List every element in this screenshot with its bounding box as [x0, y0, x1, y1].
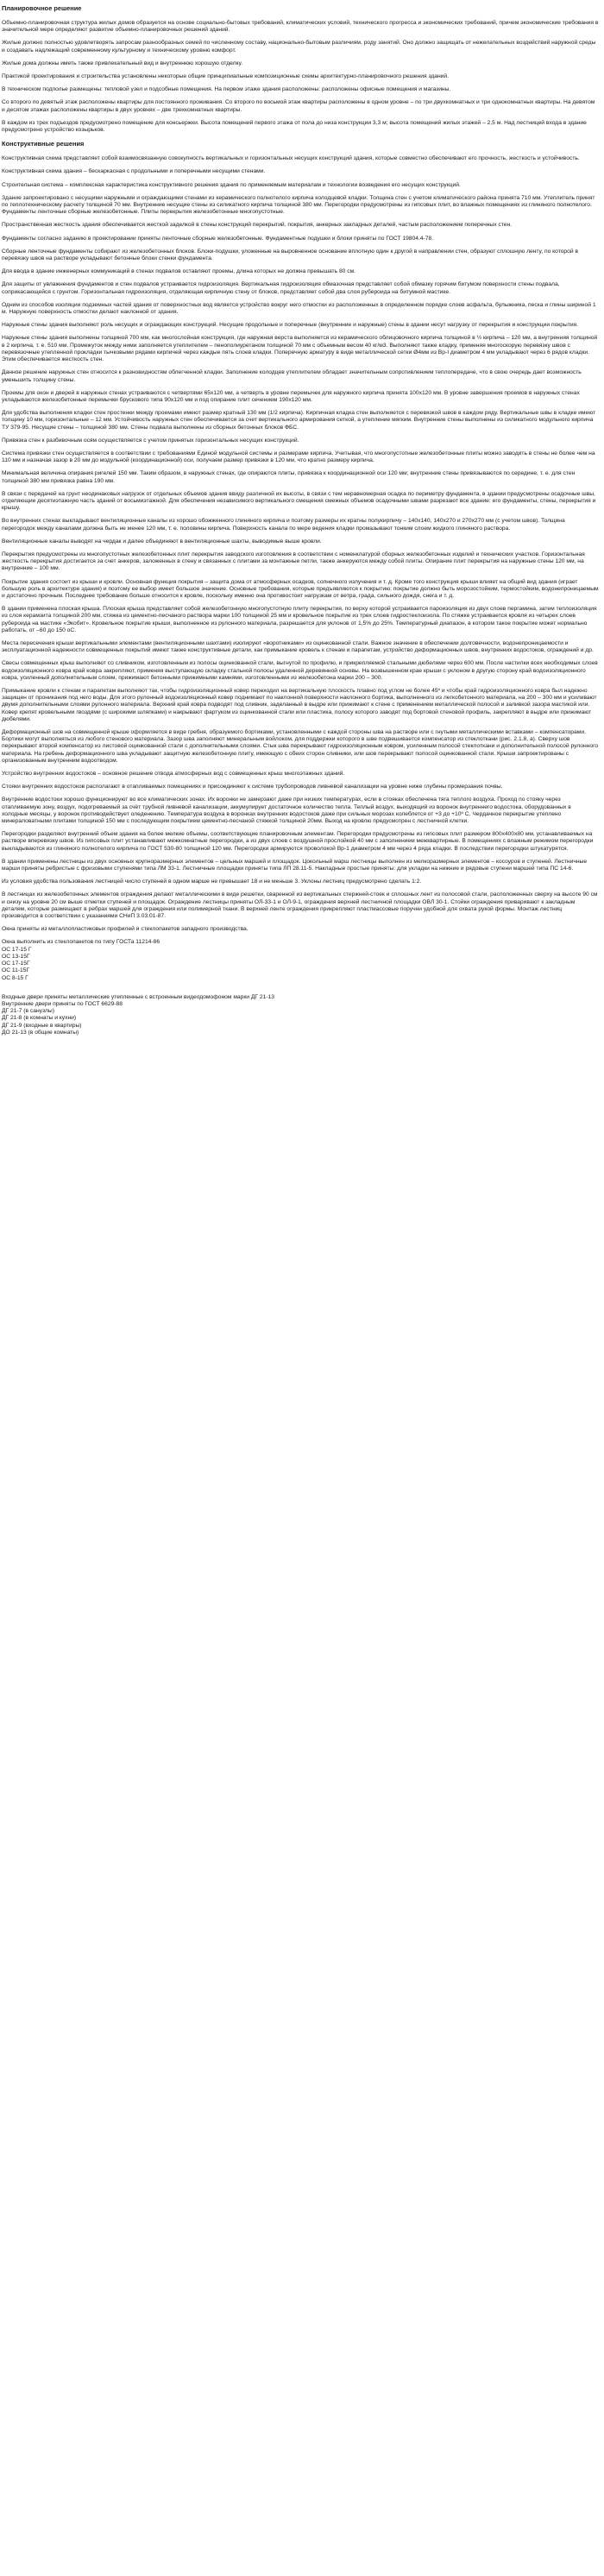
paragraph: Минимальная величина опирания ригелей 150 мм. Таким образом, в наружных стенах, где опираются плиты, привязка к координационной оси 120 мм; внутренние стены привязываются по середине, т. е. для стен толщиной 380 мм привязка равна 190 мм. — [2, 470, 576, 484]
list-item: ДГ 21-8 (в комнаты и кухни) — [2, 1015, 77, 1022]
paragraph: Для ввода в здание инженерных коммуникаций в стенах подвалов оставляют проемы, длина которых не должна превышать 80 см. — [2, 268, 356, 275]
list-item: ОС 8-15 Г — [2, 974, 28, 981]
paragraph: Наружные стены здания выполняют роль несущих и ограждающих конструкций. Несущие продольные и поперечные (внутренние и наружные) стены в здании несут нагрузку от перекрытия и конструкции покрытия. — [2, 322, 579, 329]
paragraph: В здании применена плоская крыша. Плоская крыша представляет собой железобетонную многопустотную плиту перекрытия, по верху которой устраивается пароизоляция из двух слоев пергамина, затем теплоизоляция из слоя керамзита толщиной 200 мм, стяжка из цементно-песчаного раствора марки 100 толщиной 25 мм и кровельное покрытие из трех слоев гидростеклоизола. По стяжке устраивается кровля из четырех слоев рубероида на мастике «Экобит». Кровельное покрытие крыши, выполненное из рулонного материала, разрешается для уклонов от 1,5% до 25%. Температурный диапазон, в котором такое покрытие может нормально работать, от –60 до 150 оС. — [2, 606, 597, 633]
paragraph: Строительная система – комплексная характеристика конструктивного решения здания по применяемым материалам и технологии возведения его несущих конструкций. — [2, 181, 461, 188]
paragraph: Наружные стены здания выполнены толщиной 700 мм, как многослойная конструкция, где наружная верста выполняется из керамического облицовочного кирпича толщиной в ½ кирпича – 120 мм, а внутренняя толщиной в 2 кирпича, т. е. 510 мм. Промежуток между ними заполняется утеплителем – пенополиуретаном толщиной 70 мм с объемным весом 40 кг/м3. Выполняют также кладку, применяя многоскорую перевязку швов с перевязочные утепленной прокладки тычковыми рядами кирпичей через каждые пять слоев кладки. Поперечную арматуру в виде металлической сетки Ø4мм из Вр-I диаметром 4 мм укладывают через 6 рядов кладки. Этим обеспечивается жесткость стен. — [2, 335, 598, 363]
paragraph: Жилые дома должны иметь также привлекательный вид и внутреннюю хорошую отделку. — [2, 60, 243, 66]
section-structural — [2, 140, 599, 920]
paragraph: Для защиты от увлажнения фундаментов и стен подвалов устраивается гидроизоляция. Вертикальная гидроизоляция обмазочная представляет собой обмазку горячим битумом поверхности стены подвала, соприкасающейся с грунтом. Горизонтальная гидроизоляция, отделяющая кирпичную стену от блоков, представляет собой два слоя рубероида на битумной мастике. — [2, 281, 560, 295]
paragraph: Перегородки разделяют внутренний объем здания на более мелкие объемы, соответствующие планировочным элементам. Перегородки предусмотрены из гипсовых плит размером 800х400х80 мм, устанавливаемых на растворе вперевязку швов. Из гипсовых плит устанавливают межкомнатные перегородки, а из двух слоев с воздушной прослойкой 40 мм с заполнением межквартирные. В помещениях с влажным режимом перегородки выкладываются из глиняного полнотелого кирпича по ГОСТ 530-80 толщиной 120 мм. Перегородки армируются проволокой Вр-1 диаметром 4 мм через 4 ряда кладки. В последствии перегородки штукатурятся. — [2, 831, 594, 852]
paragraph: Жилые должно полностью удовлетворять запросам разнообразных семей по численному составу, национально-бытовым различиям, роду занятий. Оно должно защищать от нежелательных воздействий наружной среды и создавать надлежащий современному культурному и техническому уровню комфорт. — [2, 40, 596, 54]
paragraph: Конструктивная схема здания – бескаркасная с продольными и поперечными несущими стенами. — [2, 168, 266, 175]
section-heading-structural: Конструктивные решения — [2, 140, 85, 148]
paragraph: Практикой проектирования и строительства установлены некоторые общие принципиальные композиционные схемы архитектурно-планировочного решения зданий. — [2, 73, 450, 80]
paragraph: Сборные ленточные фундаменты собирают из железобетонных блоков. Блоки-подушки, уложенные на выровненное основание вплотную один к другой в направлении стен, образуют сплошную ленту, по которой в перевязку швов на растворе укладывают бетонные блоки стенки фундамента. — [2, 248, 579, 262]
list-item: Окна выполнить из стеклопакетов по типу ГОСТа 11214-86 — [2, 939, 160, 946]
list-item: ДО 21-13 (в общие комнаты) — [2, 1029, 79, 1036]
section-doors — [2, 994, 599, 1036]
paragraph: Перекрытия предусмотрены из многопустотных железобетонных плит перекрытия заводского изготовления в соответствии с номенклатурой сборных железобетонных изделий и технических участков. Горизонтальная жесткость перекрытия достигается за счет анкеров, заложенных в стену и связанных с плитами за монтажные петли, также анкеруются между собой плиты. Опирание плит перекрытия на наружные стены 120 мм, на внутренние – 100 мм. — [2, 551, 585, 572]
paragraph: Окна приняты из металлопластиковых профилей и стеклопакетов западного производства. — [2, 926, 249, 933]
list-item: Входные двери приняты металлические утепленные с встроенным видеодомофоном марки ДГ 21-13 — [2, 993, 274, 1000]
list-item: Внутренние двери приняты по ГОСТ 6629-88 — [2, 1000, 123, 1007]
paragraph: Здание запроектировано с несущими наружными и ограждающими стенами из керамического полнотелого кирпича колодцевой кладки. Толщина стен с учетом климатического района принята 710 мм. Утеплитель принят по теплотехническому расчету толщиной 70 мм. Внутренние несущие стены из силикатного кирпича толщиной 380 мм. Перегородки предусмотрены из гипсовых плит, во влажных помещениях из глиняного полнотелого. Фундаменты ленточные сборные железобетонные. Плиты перекрытия железобетонные многопустотные. — [2, 194, 595, 216]
section-windows — [2, 926, 599, 981]
paragraph: Пространственная жесткость здания обеспечивается жесткой заделкой в стены конструкций перекрытий, покрытия, анкерных закладных деталей, частым расположением поперечных стен. — [2, 222, 512, 229]
document-page — [0, 0, 604, 1036]
paragraph: Стояки внутренних водостоков располагают в отапливаемых помещениях и присоединяют к системе трубопроводов ливневой канализации на уровне ниже глубины промерзания почвы. — [2, 784, 503, 790]
paragraph: Проемы для окон и дверей в наружных стенах устраиваются с четвертями 65х120 мм, а четверть в уровне перемычек для наружного кирпича принята 100х120 мм. В уровне завершения проемов в наружных стенах укладываются железобетонные перемычки брускового типа 90х120 мм и под опирание плит сечением 190х120 мм. — [2, 389, 580, 403]
windows-list — [2, 939, 599, 981]
paragraph: Объемно-планировочная структура жилых домов образуется на основе социально-бытовых требований, климатических условий, технического прогресса и экономических требований, причем экономические требования в значительной мере определяют развитие объемно-планировочных решений зданий. — [2, 20, 599, 34]
paragraph: Со второго по девятый этаж расположены квартиры для постоянного проживания. Со второго по восьмой этаж квартиры расположены в одном уровне – по три двухкомнатных и три однокомнатных квартиры. На девятом и десятом этажах расположены квартиры в двух уровнях – две трехкомнатных квартиры. — [2, 99, 595, 113]
list-item: ОС 11-15Г — [2, 967, 30, 974]
spacer — [2, 986, 599, 994]
paragraph: В техническом подполье размещены: тепловой узел и подсобные помещения. На первом этаже здания расположены: расположены офисные помещения и магазины. — [2, 86, 451, 93]
paragraph: Свесы совмещенных крыш выполняют со сливником, изготовленным из полосы оцинкованной стали, выгнутой по профилю, и прикрепляемой стальными дюбелями через 600 мм. После настилки всех необходимых слоев водоизоляционного ковра край ковра закрепляют, применяя выступающую складку стальной полосы удаленной деревянной основы. На возвышенном крае крыши с уклоном в другую сторону край водоизоляционного ковра, усиленный дополнительным слоем, прижимают бетонными прижимными камнями, изготовленными из железобетона марки 200 – 300. — [2, 660, 598, 681]
paragraph: Привязка стен к разбивочным осям осуществляется с учетом принятых горизонтальных несущих конструкций. — [2, 437, 299, 444]
paragraph: Во внутренних стенах выкладывают вентиляционные каналы из хорошо обожженного глиняного кирпича и поэтому размеры их кратны полукирпичу – 140х140, 140х270 и 270х270 мм (с учетом швов). Толщина перегородок между каналами должна быть не менее 120 мм, т. е. половины кирпича. Поверхность канала по мере ведения кладки промазывают тонким слоем жидкого глиняного раствора. — [2, 518, 565, 532]
paragraph: Для удобства выполнения кладки стен простенки между проемами имеют размер кратный 130 мм (1/2 кирпича). Кирпичная кладка стен выполняется с перевязкой швов в каждом ряду. Вертикальные швы в кладке имеют толщину 10 мм, горизонтальные – 12 мм. Устойчивость наружных стен обеспечивается за счет вертикального армирования сеткой, а утепление мягким. Внутренние стены выполнены из силикатного модульного кирпича ТУ 379-95. Несущие стены – толщиной 380 мм. Стены подвала выполнены из сборных бетонных блоков ФБС. — [2, 410, 596, 431]
paragraph: Конструктивная схема представляет собой взаимосвязанную совокупность вертикальных и горизонтальных несущих конструкций здания, которые совместно обеспечивают его прочность, жесткость и устойчивость. — [2, 155, 580, 162]
list-item: ДГ 21-9 (входные в квартиры) — [2, 1022, 82, 1029]
paragraph: Фундаменты согласно заданию в проектировании приняты ленточные сборные железобетонные. Фундаментные подушки и блоки приняты по ГОСТ 19804.4-78. — [2, 235, 434, 242]
paragraph: Вентиляционные каналы выводят на чердак и далее объединяют в вентиляционные шахты, выводимые выше кровли. — [2, 538, 322, 545]
paragraph: Данное решение наружных стен относится к разновидностям облегченной кладки. Заполнение колодцев утеплителем обладает значительным сопротивлением теплопередаче, что в свою очередь дает возможность уменьшить толщину стены. — [2, 369, 582, 383]
section-planning — [2, 4, 599, 134]
paragraph: Деформационный шов на совмещенной крыше оформляется в виде гребня, образуемого бортиками, установленными с каждой стороны шва на растворе или с гнутыми металлическими вставками – компенсаторами. Бортики могут выполняться из любого стенового материала. Зазор шва заполняют минеральным войлоком, для поддержки которого в шве подвешивается компенсатор из стеклоткани (рис. 2.1.8, а). Сверху шов перекрывают второй компенсатор из листовой оцинкованной стали с дополнительными слоями. Стык шва перекрывают гидроизоляционным ковром, усиленным полосой стеклоткани и дополнительной полосой рулонного материала. На гребень деформационного шва укладывают защитную железобетонную плиту, имеющую с обеих сторон сливники, или шов перекрывают полосой оцинкованной стали. Крыши запроектированы с организованным внутренним водоотводом. — [2, 729, 599, 764]
list-item: ОС 17-15Г — [2, 960, 30, 967]
paragraph: В лестницах из железобетонных элементов ограждения делают металлическими в виде решетки, сваренной из вертикальных стержней-стоек и сплошных лент из полосовой стали, расположенных сверху на высоте 90 см и снизу на уровне 20 см выше отметки ступеней и площадок. Ограждение лестницы приняты ОЛ-33-1 и ОЛ-9-1, ограждения верхней лестничной площадки ОВЛ 30-1. Стойки ограждения приваривают к закладным деталям, которые размещают в ребрах маршей для ограждения или полимерной ткани. В верхней ленте ограждения прикрепляют пластмассовые поручни удобной для охвата рукой формы. Монтаж лестниц производится в соответствии с указаниями СНиП 3.03.01-87. — [2, 891, 598, 920]
paragraph: Покрытие здания состоит из крыши и кровли. Основная функция покрытия – защита дома от атмосферных осадков, солнечного излучения и т. д. Кроме того конструкция крыши влияет на общий вид здания (играет большую роль в архитектуре здания) и поэтому ее выбор имеет большое значение. Основные требования, которые предъявляются к покрытию: покрытие должно быть морозостойким, термостойким, водонепроницаемым и достаточно прочным. Последнее требование больше относится к кровле, поскольку именно она противостоит нагрузкам от ветра, града, сильного дождя, снега и т. д. — [2, 578, 599, 599]
section-heading-planning: Планировочное решение — [2, 4, 82, 12]
doors-list — [2, 994, 599, 1036]
paragraph: Места пересечения крыши вертикальными элементами (вентиляционными шахтами) изолируют «воротниками» из оцинкованной стали. Важное значение в обеспечении долговечности, водонепроницаемости и эксплуатационной надежности совмещенных покрытий имеют также конструктивные детали, как примыкание кровель к стенам и парапетам, устройство деформационных швов, внутренних водостоков, ограждений и др. — [2, 639, 594, 654]
paragraph: Устройство внутренних водостоков – основное решение отвода атмосферных вод с совмещенных крыш многоэтажных зданий. — [2, 771, 345, 778]
paragraph: В связи с передачей на грунт неодинаковых нагрузок от отдельных объемов здания ввиду различной их высоты, в связи с тем неравномерная осадка по периметру фундамента, в здании предусмотрены осадочные швы, отделяющие десятиэтажную часть зданий от восьмиэтажной. Для обеспечения независимого вертикального смещения смежных объемов осадочными швами разрезают все здание: его фундаменты, стены, перекрытия и крышу. — [2, 490, 596, 512]
paragraph: Одним из способов изоляции подземных частей здания от поверхностных вод является устройство вокруг него отмостки из расположенных в определенном порядке слоев асфальта, булыжника, песка и глины шириной 1 м. Наружную поверхность отмостки делают наклонной от здания. — [2, 301, 596, 316]
paragraph: Внутренние водостоки хорошо функционируют во все климатических зонах. Их воронки не замерзают даже при низких температурах, если в стояках обеспечена тяга теплого воздуха. Проход по стояку через отапливаемую зону, воздух, подогреваемый за счёт трубной ливневой канализации, аккумулирует достаточное количество тепла. Теплый воздух, выходящий из воронок внутреннего водостока, оборудованных в холодные месяцы, у воронок противодействует оледенению. Температура воздуха в воронках внутренних водостоков даже при сильных морозах колеблется от +3 до +10º С. Чердачное перекрытие утеплено минераловатными плитами толщиной 150 мм с последующим покрытием цементно-песчаной стяжкой толщиной 20мм. Выход на кровлю предусмотрен с лестничной клетки. — [2, 797, 571, 825]
list-item: ДГ 21-7 (в санузлы) — [2, 1008, 54, 1015]
paragraph: Из условия удобства пользования лестницей число ступеней в одном марше не превышает 18 и не меньше 3. Уклоны лестниц предусмотрено сделать 1:2. — [2, 879, 422, 885]
paragraph: В здании применены лестницы из двух основных крупноразмерных элементов – цельных маршей и площадок. Цокольный марш лестницы выполнен из мелкоразмерных элементов – косоуров и ступеней. Лестничные марши приняты ребристые с фризовыми ступенями типа ЛМ 33-1. Лестничные площадки приняты типа ЛП 28.11-5. Накладные простые приняты: для укладки на нижние и рядовые ступени маршей типа ПС 14-6. — [2, 858, 588, 872]
paragraph: Система привязки стен осуществляется в соответствии с требованиями Единой модульной системы и размерами кирпича. Учитывая, что многопустотные железобетонные плиты можно заводить в стены не более чем на 110 мм и назначая зазор в 20 мм до модульной (координационной) оси, получаем размер привязки в 120 мм, что кратно размеру кирпича. — [2, 450, 595, 464]
list-item: ОС 13-15Г — [2, 953, 30, 960]
paragraph: Примыкание кровли к стенам и парапетам выполняют так, чтобы гидроизоляционный ковер переходил на вертикальную плоскость плавно под углом не более 45º и чтобы край гидроизоляционного ковра был надежно защищен от проникания под него воды. Для этого рулонный водоизоляционный ковер поднимают по наклонной поверхности наклонного бортика, выполненного из легкобетонного материала, на 200 – 300 мм и усиливают двумя дополнительными слоями рулонного материала. Верхний край ковра подводят под сливник, заделанный в выдре или прижимают к стене с применением металлической полосой и заливкой зазора мастикой или. Ковер крепят кровельными гвоздями (с широкими шляпками) и накрывают фартуком из оцинкованной стали или пластика, полосу которого заводят под бортовой стеновой профиль, закрепляют в выдре или прижимают дюбелями. — [2, 688, 597, 722]
list-item: ОС 17-15 Г — [2, 946, 32, 953]
paragraph: В каждом из трех подъездов предусмотрено помещение для консьержки. Высота помещений первого этажа от пола до низа конструкции 3,3 м; высота помещений жилых этажей – 2,5 м. Над лестницей входа в здание предусмотрено устройство козырьков. — [2, 119, 587, 134]
